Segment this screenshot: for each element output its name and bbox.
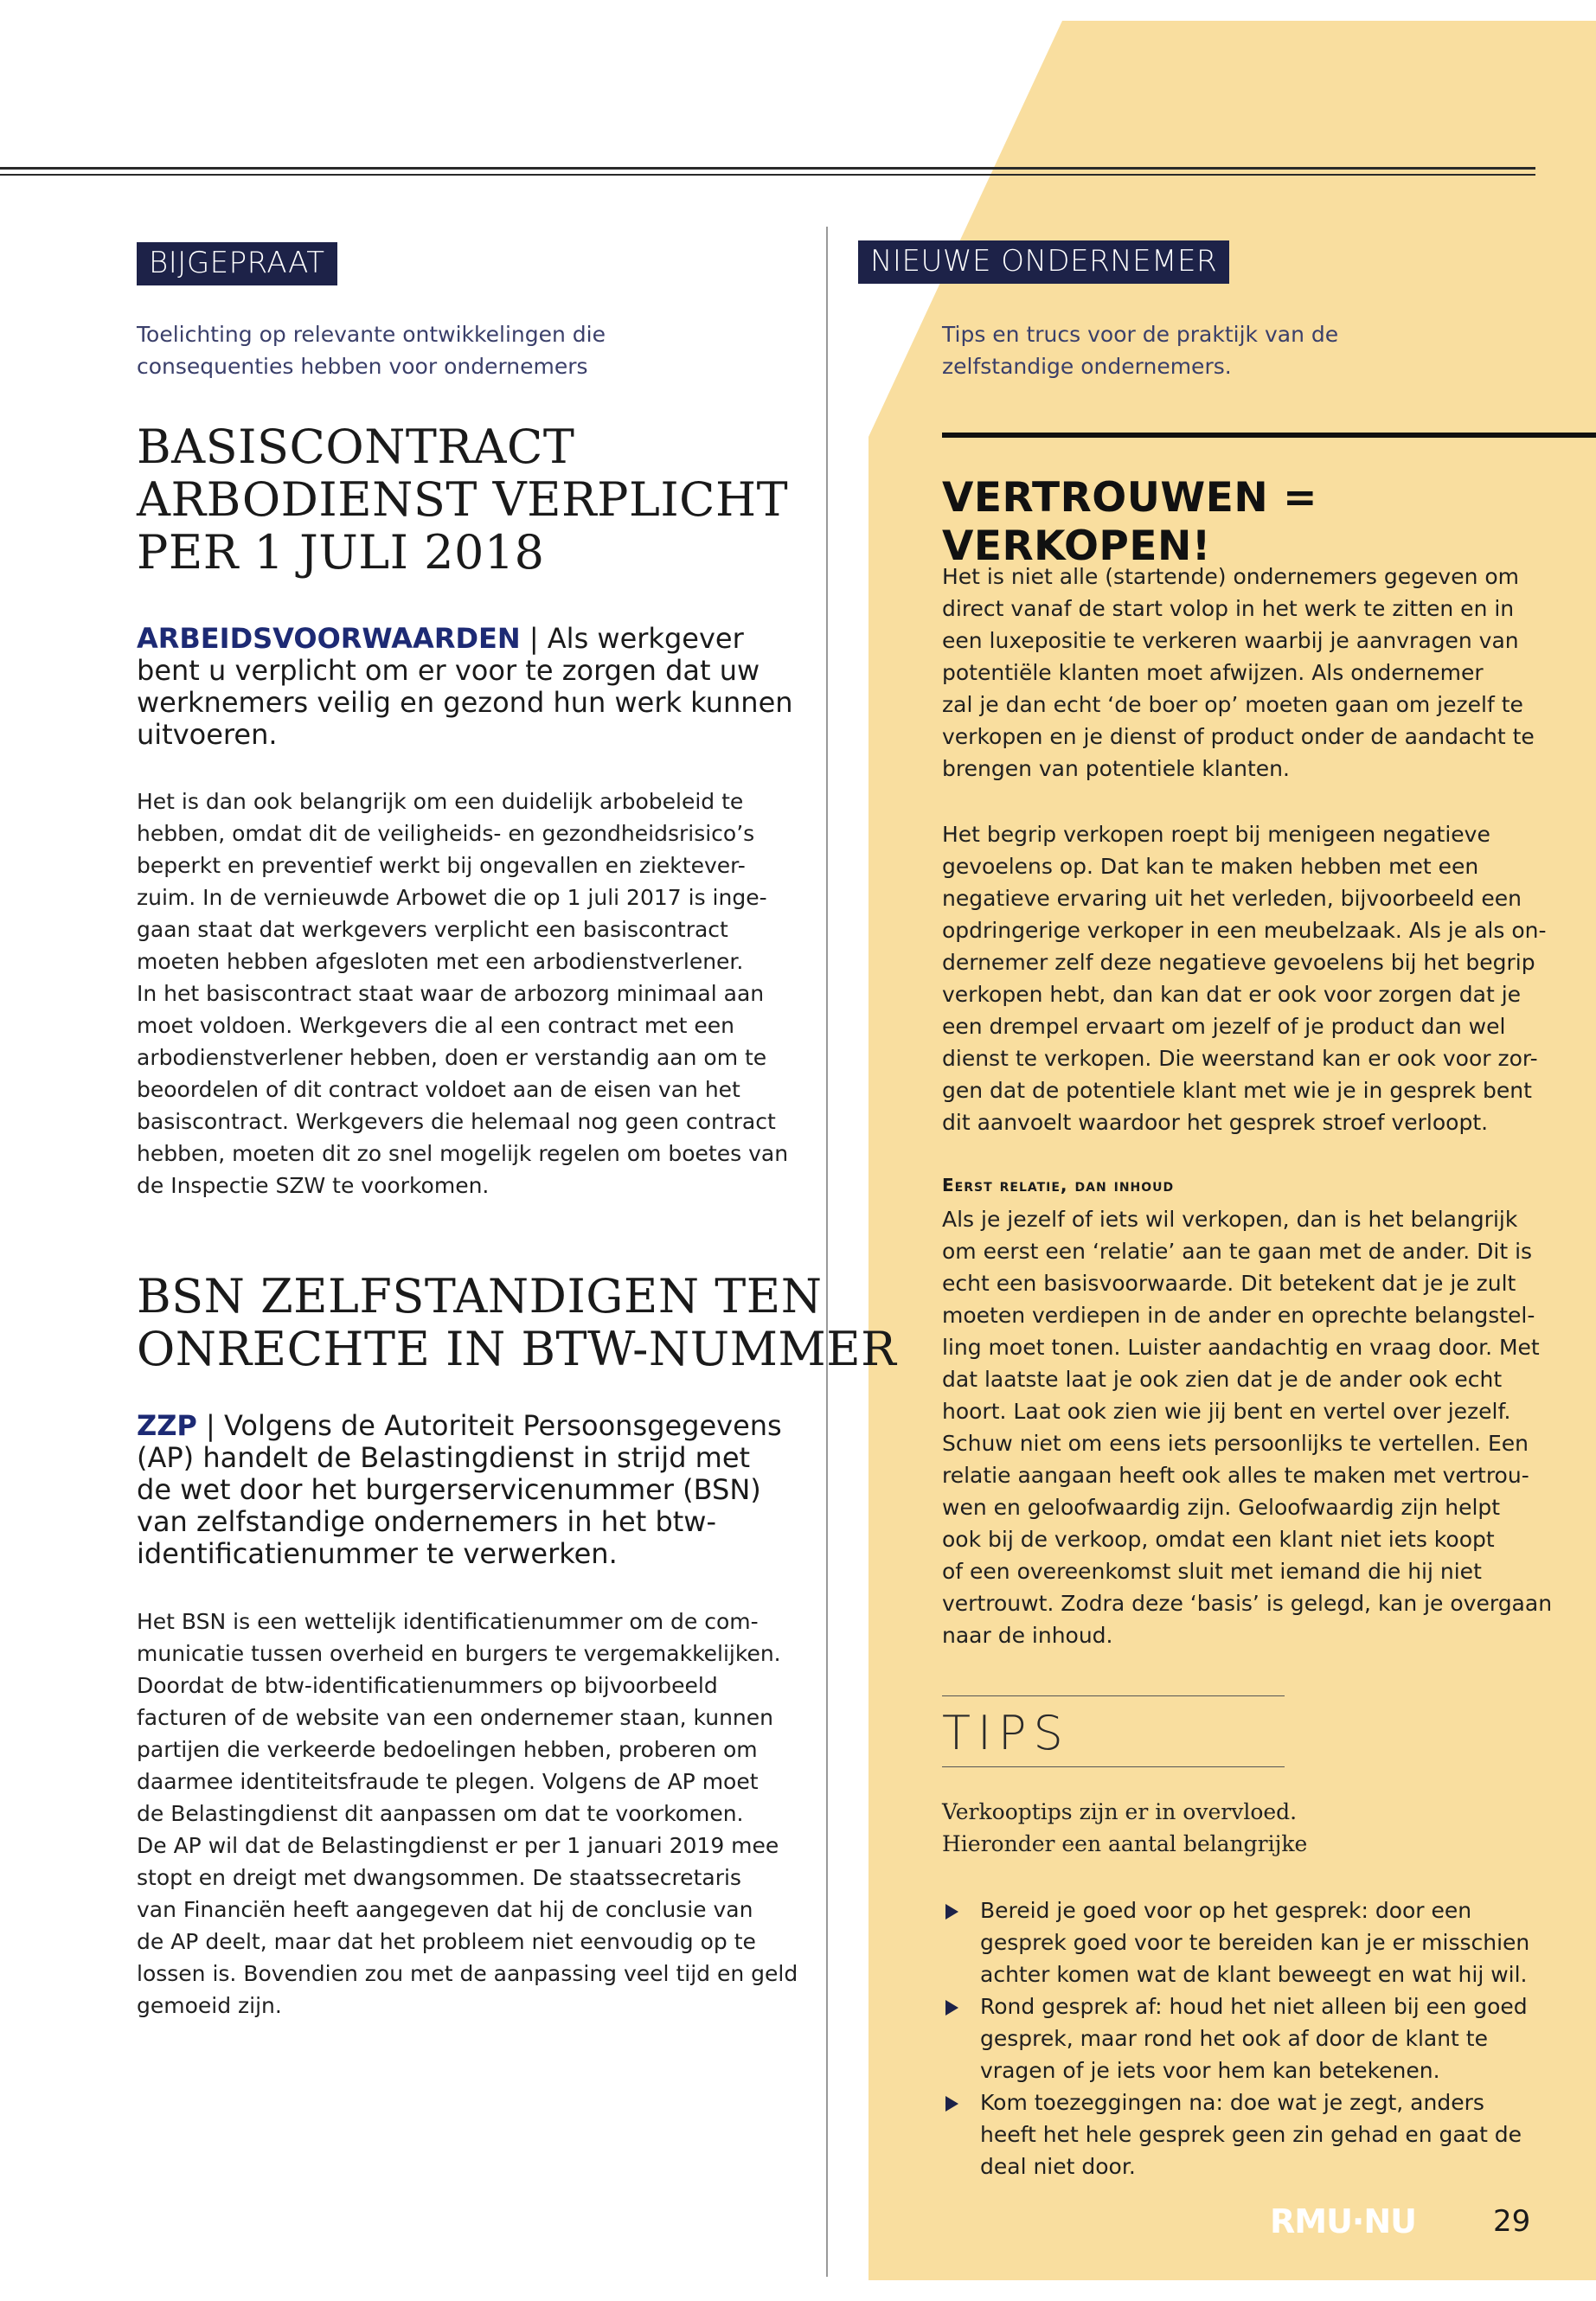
article2-body: Het BSN is een wettelijk identificatienummer om de com- municatie tussen overheid en burgers te vergemakkelijken. Doordat de btw-identificatienummers op bijvoorbeeld facturen of de website van een ondernemer staan, kunnen partijen die verkeerde bedoelingen hebben, proberen om daarmee identiteitsfraude te plegen. Volgens de AP moet de Belastingdienst dit aanpassen om dat te voorkomen. De AP wil dat de Belastingdienst er per 1 januari 2019 mee stopt en dreigt met dwangsommen. De staatssecretaris van Financiën heeft aangegeven dat hij de conclusie van de AP deelt, maar dat het probleem niet eenvoudig op te lossen is. Bovendien zou met de aanpassing veel tijd en geld gemoeid zijn. [137,1609,798,2018]
bullet-triangle-icon [945,2096,958,2112]
article2-headline: BSN ZELFSTANDIGEN TEN ONRECHTE IN BTW-NUMMER [137,1269,897,1376]
bullet-triangle-icon [945,2000,958,2016]
page-number: 29 [1493,2204,1531,2239]
tips-intro: Verkooptips zijn er in overvloed. Hieronder een aantal belangrijke [942,1799,1308,1856]
article2-lead: ZZP | Volgens de Autoriteit Persoonsgegevens (AP) handelt de Belastingdienst in strijd met de wet door het burgerservicenummer (BSN) van zelfstandige ondernemers in het btw- identificatienummer te verwerken. [137,1409,782,1570]
top-rule-thin [0,174,1535,176]
left-intro: Toelichting op relevante ontwikkelingen die consequenties hebben voor ondernemers [137,322,606,379]
tips-rule-bottom [942,1766,1285,1767]
section-label-nieuwe-ondernemer: NIEUWE ONDERNEMER [858,240,1229,284]
top-rule [0,167,1535,170]
tips-list [942,1894,1582,2182]
article1-body: Het is dan ook belangrijk om een duidelijk arbobeleid te hebben, omdat dit de veiligheids- en gezondheidsrisico’s beperkt en preventief werkt bij ongevallen en ziektever- zuim. In de vernieuwde Arbowet die op 1 juli 2017 is inge- gaan staat dat werkgevers verplicht een basiscontract moeten hebben afgesloten met een arbodienstverlener. In het basiscontract staat waar de arbozorg minimaal aan moet voldoen. Werkgevers die al een contract met een arbodienstverlener hebben, doen er verstandig aan om te beoordelen of dit contract voldoet aan de eisen van het basiscontract. Werkgevers die helemaal nog geen contract hebben, moeten dit zo snel mogelijk regelen om boetes van de Inspectie SZW te voorkomen. [137,789,789,1198]
right-paragraph-2: Het begrip verkopen roept bij menigeen negatieve gevoelens op. Dat kan te maken hebben met een negatieve ervaring uit het verleden, bijvoorbeeld een opdringerige verkoper in een meubelzaak. Als je als on- dernemer zelf deze negatieve gevoelens bij het begrip verkopen hebt, dan kan dat er ook voor zorgen dat je een drempel ervaart om jezelf of je product dan wel dienst te verkopen. Die weerstand kan er ook voor zor- gen dat de potentiele klant met wie je in gesprek bent dit aanvoelt waardoor het gesprek stroef verloopt. [942,822,1547,1135]
right-paragraph-1: Het is niet alle (startende) ondernemers gegeven om direct vanaf de start volop in het werk te zitten en in een luxepositie te verkeren waarbij je aanvragen van potentiële klanten moet afwijzen. Als ondernemer zal je dan echt ‘de boer op’ moeten gaan om jezelf te verkopen en je dienst of product onder de aandacht te brengen van potentiele klanten. [942,564,1535,781]
tip-item: Kom toezeggingen na: doe wat je zegt, anders heeft het hele gesprek geen zin gehad en gaat de deal niet door. [942,2086,1582,2182]
article2-kicker: ZZP [137,1409,197,1442]
vertrouwen-heading: VERTROUWEN = VERKOPEN! [942,474,1317,570]
subheading-eerst-relatie: Eerst relatie, dan inhoud [942,1175,1175,1195]
rmu-nu-logo: RMU·NU [1270,2202,1417,2240]
bullet-triangle-icon [945,1904,958,1920]
right-paragraph-3: Als je jezelf of iets wil verkopen, dan is het belangrijk om eerst een ‘relatie’ aan te gaan met de ander. Dit is echt een basisvoorwaarde. Dit betekent dat je je zult moeten verdiepen in de ander en oprechte belangstel- ling moet tonen. Luister aandachtig en vraag door. Met dat laatste laat je ook zien dat je de ander ook echt hoort. Laat ook zien wie jij bent en vertel over jezelf. Schuw niet om eens iets persoonlijks te vertellen. Een relatie aangaan heeft ook alles te maken met vertrou- wen en geloofwaardig zijn. Geloofwaardig zijn helpt ook bij de verkoop, omdat een klant niet iets koopt of een overeenkomst sluit met iemand die hij niet vertrouwt. Zodra deze ‘basis’ is gelegd, kan je overgaan naar de inhoud. [942,1207,1553,1648]
column-divider [826,227,828,2277]
heading-rule [942,433,1596,438]
article1-headline: BASISCONTRACT ARBODIENST VERPLICHT PER 1 JULI 2018 [137,420,789,580]
article1-kicker: ARBEIDSVOORWAARDEN [137,622,521,655]
tip-item: Bereid je goed voor op het gesprek: door een gesprek goed voor te bereiden kan je er misschien achter komen wat de klant beweegt en wat hij wil. [942,1894,1582,1990]
right-intro: Tips en trucs voor de praktijk van de zelfstandige ondernemers. [942,322,1339,379]
article1-lead: ARBEIDSVOORWAARDEN | Als werkgever bent u verplicht om er voor te zorgen dat uw werknemers veilig en gezond hun werk kunnen uitvoeren. [137,622,793,751]
tips-title: TIPS [942,1706,1070,1760]
tip-item: Rond gesprek af: houd het niet alleen bij een goed gesprek, maar rond het ook af door de klant te vragen of je iets voor hem kan betekenen. [942,1990,1582,2086]
section-label-bijgepraat: BIJGEPRAAT [137,242,337,285]
tips-rule-top [942,1695,1285,1696]
